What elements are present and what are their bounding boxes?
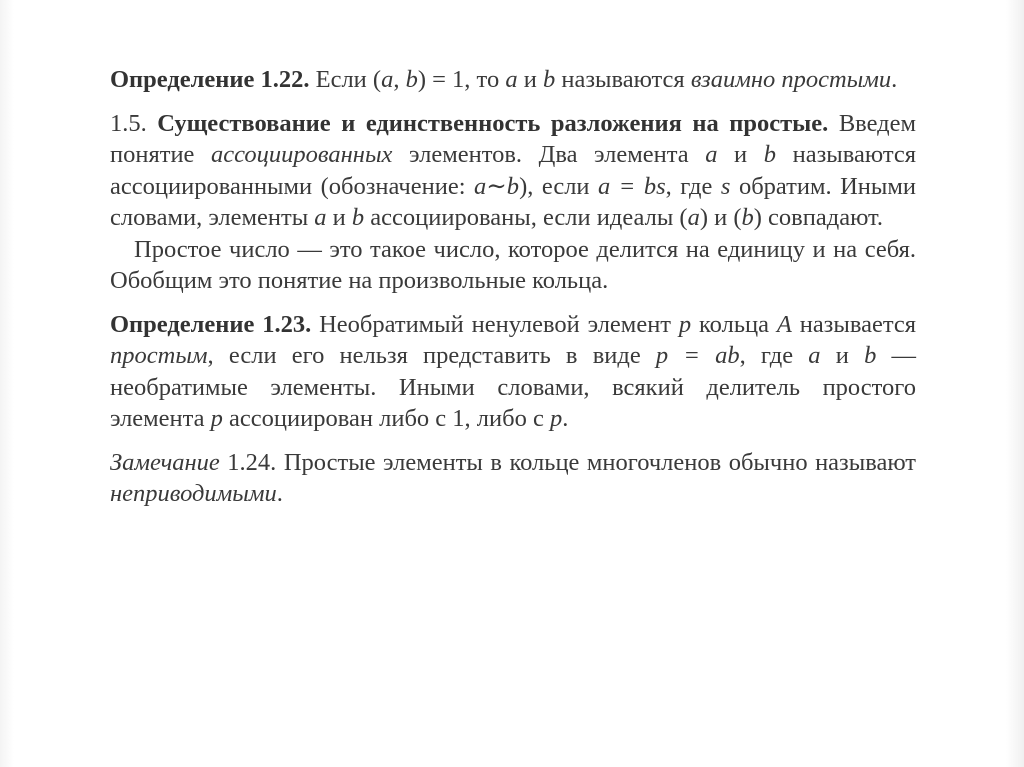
text-run: .: [276, 480, 283, 507]
section-number: 1.5.: [110, 109, 158, 137]
text-run: Введем понятие: [110, 109, 916, 168]
math-var: a: [687, 204, 700, 231]
math-var: s: [720, 172, 731, 200]
definition-label: Определение 1.22.: [110, 66, 310, 93]
text-run: и: [517, 66, 543, 93]
text-run: называются ассоциированными (обозначение:: [110, 141, 916, 200]
definition-label: Определение 1.23.: [110, 310, 312, 338]
math-var: p: [210, 405, 223, 432]
text-run: Необратимый ненулевой элемент: [311, 310, 679, 338]
text-run: ) = 1, то: [417, 66, 506, 93]
math-var: b: [741, 204, 754, 231]
math-var: b: [405, 66, 418, 93]
definition-1-22: [110, 64, 916, 96]
defined-term: ассоциированных: [211, 141, 393, 168]
math-var: b: [763, 141, 777, 168]
prime-number-paragraph: Простое число — это такое число, которое делится на единицу и на себя. Обобщим это понятие на произвольные кольца.: [110, 235, 916, 294]
section-title: Существование и единственность разложения на простые.: [157, 109, 829, 137]
math-var: b: [351, 204, 365, 231]
text-run: и: [326, 204, 352, 231]
defined-term: взаимно простыми: [690, 66, 892, 93]
defined-term: простым: [110, 342, 208, 369]
text-run: .: [891, 66, 898, 93]
text-run: , где: [739, 342, 809, 369]
math-var: b: [864, 342, 877, 369]
text-run: ) и (: [699, 204, 742, 231]
text-run: и: [717, 141, 764, 168]
text-run: , если его нельзя представить в виде: [207, 342, 656, 369]
text-run: ассоциирован либо с 1, либо с: [222, 405, 550, 432]
math-var: p: [678, 310, 692, 338]
math-var: a: [314, 204, 327, 231]
text-run: ), если: [519, 172, 599, 200]
remark-number: 1.24.: [219, 448, 277, 476]
math-equation: p = ab: [655, 342, 740, 369]
math-var: a: [505, 66, 518, 93]
text-run: , где: [665, 172, 721, 200]
text-run: ) совпадают.: [753, 204, 884, 231]
text-run: элементов. Два элемента: [392, 141, 706, 168]
text-run: и: [820, 342, 865, 369]
text-run: обратим. Иными словами, элементы: [110, 172, 916, 231]
text-run: называются: [555, 66, 691, 93]
section-1-5: [110, 108, 916, 234]
math-var: a: [381, 66, 394, 93]
text-run: Простые элементы в кольце многочленов обычно называют: [276, 448, 917, 476]
math-var: a: [705, 141, 718, 168]
remark-label: Замечание: [110, 448, 220, 476]
math-var: p: [549, 405, 563, 432]
math-var: b: [542, 66, 556, 93]
document-page: [110, 64, 916, 510]
text-run: ,: [393, 66, 406, 93]
text-run: кольца: [691, 310, 777, 338]
definition-1-23: [110, 309, 916, 435]
text-run: называется: [791, 310, 916, 338]
math-var: A: [776, 310, 792, 338]
text-run: — необратимые элементы. Иными словами, всякий делитель простого элемента: [110, 342, 917, 432]
math-var: a: [808, 342, 821, 369]
text-run: ассоциированы, если идеалы (: [364, 204, 688, 231]
text-run: .: [562, 405, 569, 432]
math-equation: a = bs: [598, 172, 666, 200]
remark-1-24: [110, 447, 916, 510]
defined-term: неприводимыми: [110, 480, 277, 507]
math-notation: a∼b: [474, 172, 520, 200]
text-run: Если (: [309, 66, 382, 93]
